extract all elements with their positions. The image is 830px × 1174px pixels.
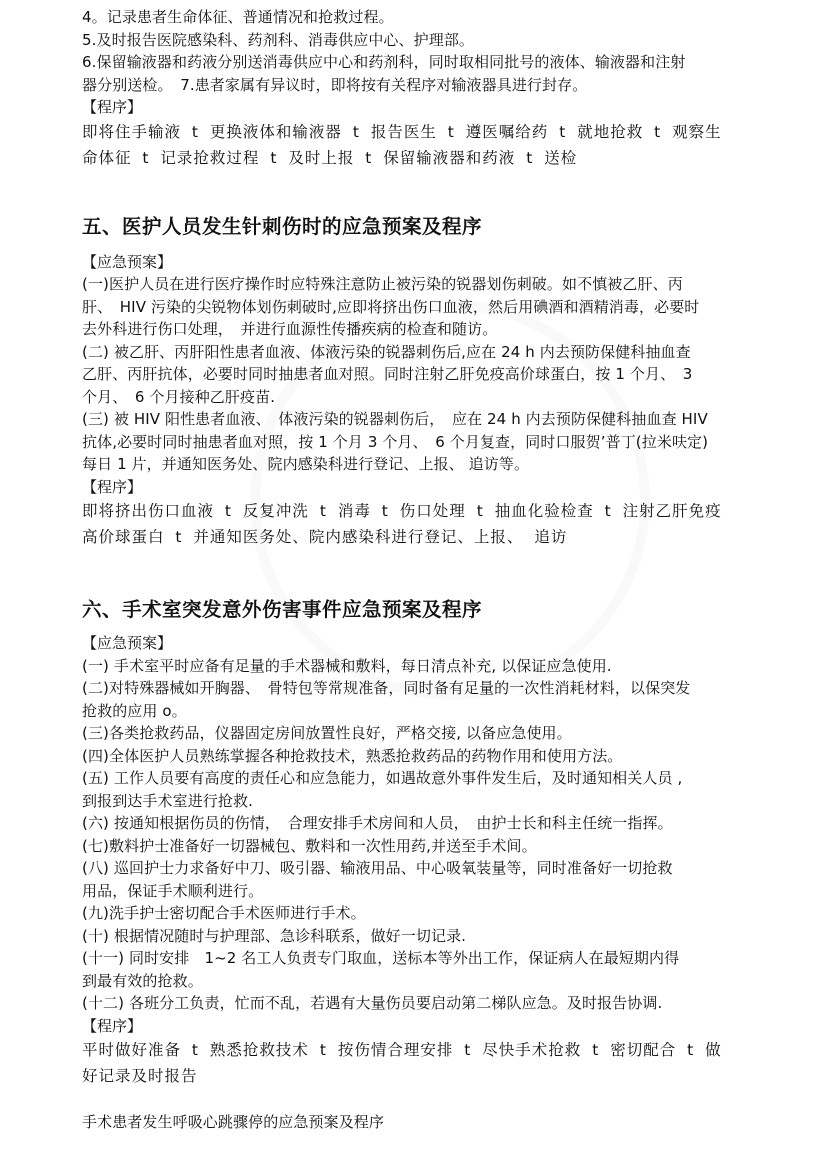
procedure-tag: 【程序】: [82, 98, 143, 116]
procedure-line2: 好记录及时报告: [82, 1067, 198, 1085]
item-10: (十) 根据情况随时与护理部、急诊科联系，做好一切记录.: [82, 926, 467, 945]
item-7: (七)敷料护士准备好一切器械包、敷料和一次性用药,并送至手术间。: [82, 836, 537, 855]
section-6-title: 六、手术室突发意外伤害事件应急预案及程序: [82, 598, 483, 621]
item-11-line1: (十一) 同时安排 1~2 名工人负责专门取血，送标本等外出工作，保证病人在最短期内得: [82, 949, 680, 967]
paragraph-1-line1: (一)医护人员在进行医疗操作时应特殊注意防止被污染的锐器划伤刺破。如不慎被乙肝、丙: [82, 275, 683, 293]
item-8-line2: 用品，保证手术顺利进行。: [82, 881, 264, 900]
item-6: (六) 按通知根据伤员的伤情， 合理安排手术房间和人员， 由护士长和科主任统一指挥。: [82, 814, 673, 832]
item-6-line1: 6.保留输液器和药液分别送消毒供应中心和药剂科，同时取相同批号的液体、输液器和注射: [82, 53, 686, 71]
procedure-tag: 【程序】: [82, 477, 143, 496]
paragraph-3-line1: (三) 被 HIV 阳性患者血液、 体液污染的锐器刺伤后， 应在 24 h 内去预防保健科抽血查 HIV: [82, 410, 708, 428]
item-2-line2: 抢救的应用 o。: [82, 701, 187, 720]
section-6: [82, 594, 762, 1089]
item-5-line2: 到报到达手术室进行抢救.: [82, 791, 253, 810]
top-section: [82, 6, 762, 171]
item-5-line1: (五) 工作人员要有高度的责任心和应急能力，如遇故意外事件发生后，及时通知相关人员 ,: [82, 769, 683, 787]
footer-heading: 手术患者发生呼吸心跳骤停的应急预案及程序: [82, 1113, 385, 1131]
section-5: [82, 211, 762, 551]
paragraph-1-line3: 去外科进行伤口处理， 并进行血源性传播疾病的检查和随访。: [82, 320, 498, 338]
plan-tag: 【应急预案】: [82, 252, 173, 271]
procedure-line1: 即将挤出伤口血液 t 反复冲洗 t 消毒 t 伤口处理 t 抽血化验检查 t 注射乙肝免疫: [82, 502, 722, 520]
item-4: (四)全体医护人员熟练掌握各种抢救技术，熟悉抢救药品的药物作用和使用方法。: [82, 746, 623, 765]
procedure-tag: 【程序】: [82, 1016, 143, 1035]
paragraph-3-line2: 抗体,必要时同时抽患者血对照，按 1 个月 3 个月、 6 个月复查，同时口服贺’普丁(拉米呋定): [82, 432, 709, 451]
procedure-line1: 平时做好准备 t 熟悉抢救技术 t 按伤情合理安排 t 尽快手术抢救 t 密切配合 t 做: [82, 1041, 722, 1059]
item-11-line2: 到最有效的抢救。: [82, 971, 203, 990]
procedure-line2: 高价球蛋白 t 并通知医务处、院内感染科进行登记、上报、 追访: [82, 528, 568, 546]
item-2-line1: (二)对特殊器械如开胸器、 骨特包等常规准备，同时备有足量的一次性消耗材料，以保突发: [82, 679, 691, 697]
item-8-line1: (八) 巡回护士力求备好中刀、吸引器、输液用品、中心吸氧装量等，同时准备好一切抢救: [82, 859, 673, 877]
item-12: (十二) 各班分工负责，忙而不乱，若遇有大量伤员要启动第二梯队应急。及时报告协调.: [82, 994, 663, 1012]
procedure-line1: 即将住手输液 t 更换液体和输液器 t 报告医生 t 遵医嘱给药 t 就地抢救 t 观察生: [82, 122, 722, 141]
item-1: (一) 手术室平时应备有足量的手术器械和敷料，每日清点补充, 以保证应急使用.: [82, 656, 612, 675]
item-6-line2: 器分别送检。 7.患者家属有异议时，即将按有关程序对输液器具进行封存。: [82, 75, 588, 94]
item-5: 5.及时报告医院感染科、药剂科、消毒供应中心、护理部。: [82, 30, 475, 49]
item-4: 4。记录患者生命体征、普通情况和抢救过程。: [82, 8, 394, 26]
item-3: (三)各类抢救药品，仪器固定房间放置性良好，严格交接, 以备应急使用。: [82, 724, 572, 742]
paragraph-2-line2: 乙肝、丙肝抗体，必要时同时抽患者血对照。同时注射乙肝免疫高价球蛋白，按 1 个月、 3: [82, 365, 693, 383]
paragraph-2-line3: 个月、 6 个月接种乙肝疫苗.: [82, 387, 276, 406]
paragraph-2-line1: (二) 被乙肝、丙肝阳性患者血液、体液污染的锐器刺伤后,应在 24 h 内去预防保健科抽血查: [82, 342, 691, 361]
section-5-title: 五、医护人员发生针刺伤时的应急预案及程序: [82, 214, 483, 238]
item-9: (九)洗手护士密切配合手术医师进行手术。: [82, 904, 366, 922]
plan-tag: 【应急预案】: [82, 634, 173, 652]
paragraph-3-line3: 每日 1 片，并通知医务处、院内感染科进行登记、上报、 追访等。: [82, 455, 530, 473]
document-page: [82, 6, 762, 1134]
procedure-line2: 命体征 t 记录抢救过程 t 及时上报 t 保留输液器和药液 t 送检: [82, 148, 578, 167]
paragraph-1-line2: 肝、 HIV 污染的尖锐物体划伤刺破时,应即将挤出伤口血液，然后用碘酒和酒精消毒，必要时: [82, 297, 700, 316]
